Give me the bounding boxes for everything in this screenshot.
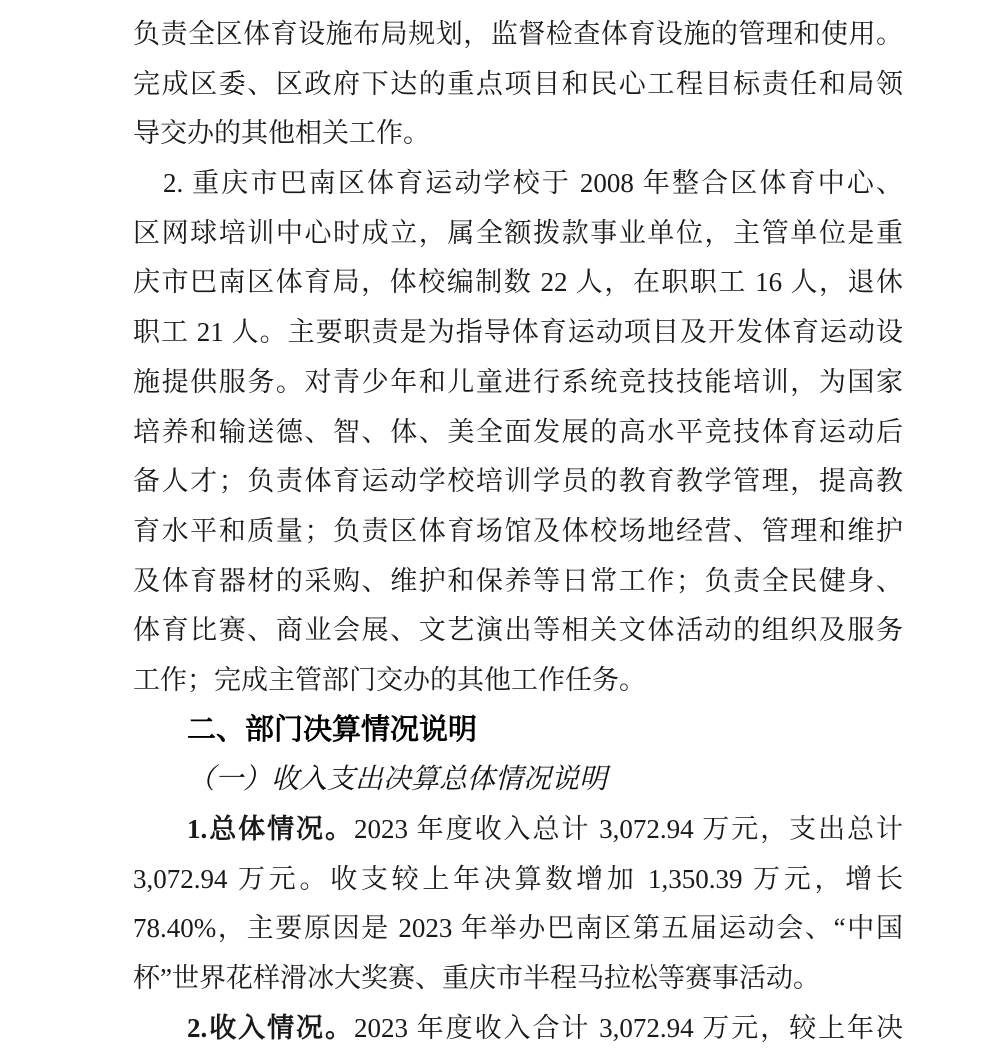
body-line: 体育比赛、商业会展、文艺演出等相关文体活动的组织及服务 <box>133 615 903 646</box>
body-line: 区网球培训中心时成立，属全额拨款事业单位，主管单位是重 <box>133 217 903 248</box>
body-line: 职工 21 人。主要职责是为指导体育运动项目及开发体育运动设 <box>133 317 903 348</box>
body-line: 78.40%，主要原因是 2023 年举办巴南区第五届运动会、“中国 <box>133 913 903 944</box>
body-line: 施提供服务。对青少年和儿童进行系统竞技技能培训，为国家 <box>133 366 903 397</box>
body-line: 育水平和质量；负责区体育场馆及体校场地经营、管理和维护 <box>133 515 903 546</box>
body-line-paragraph-start <box>133 805 903 855</box>
body-line: 备人才；负责体育运动学校培训学员的教育教学管理，提高教 <box>133 466 903 497</box>
body-line: 负责全区体育设施布局规划，监督检查体育设施的管理和使用。 <box>133 19 903 49</box>
body-line: 培养和输送德、智、体、美全面发展的高水平竞技体育运动后 <box>133 416 903 447</box>
run-text: 2023 年度收入总计 3,072.94 万元，支出总计 <box>353 814 903 844</box>
run-emphasis: 2.收入情况。 <box>187 1012 354 1043</box>
subsection-heading: （一）收入支出决算总体情况说明 <box>187 764 608 796</box>
run-text: 2023 年度收入合计 3,072.94 万元，较上年决 <box>353 1012 903 1043</box>
body-line-paragraph-start <box>133 1004 903 1054</box>
document-body <box>133 10 903 1053</box>
run-emphasis: 1.总体情况。 <box>187 814 354 844</box>
body-line: 导交办的其他相关工作。 <box>133 118 430 149</box>
body-line: 工作；完成主管部门交办的其他工作任务。 <box>133 664 646 695</box>
body-line: 及体育器材的采购、维护和保养等日常工作；负责全民健身、 <box>133 565 903 596</box>
body-line: 庆市巴南区体育局，体校编制数 22 人，在职职工 16 人，退休 <box>133 267 903 298</box>
body-line-paragraph-start: 2. 重庆市巴南区体育运动学校于 2008 年整合区体育中心、 <box>163 168 903 199</box>
section-heading: 二、部门决算情况说明 <box>187 713 478 746</box>
body-line: 杯”世界花样滑冰大奖赛、重庆市半程马拉松等赛事活动。 <box>133 963 820 994</box>
body-line: 完成区委、区政府下达的重点项目和民心工程目标责任和局领 <box>133 68 903 99</box>
body-line: 3,072.94 万元。收支较上年决算数增加 1,350.39 万元，增长 <box>133 863 903 894</box>
